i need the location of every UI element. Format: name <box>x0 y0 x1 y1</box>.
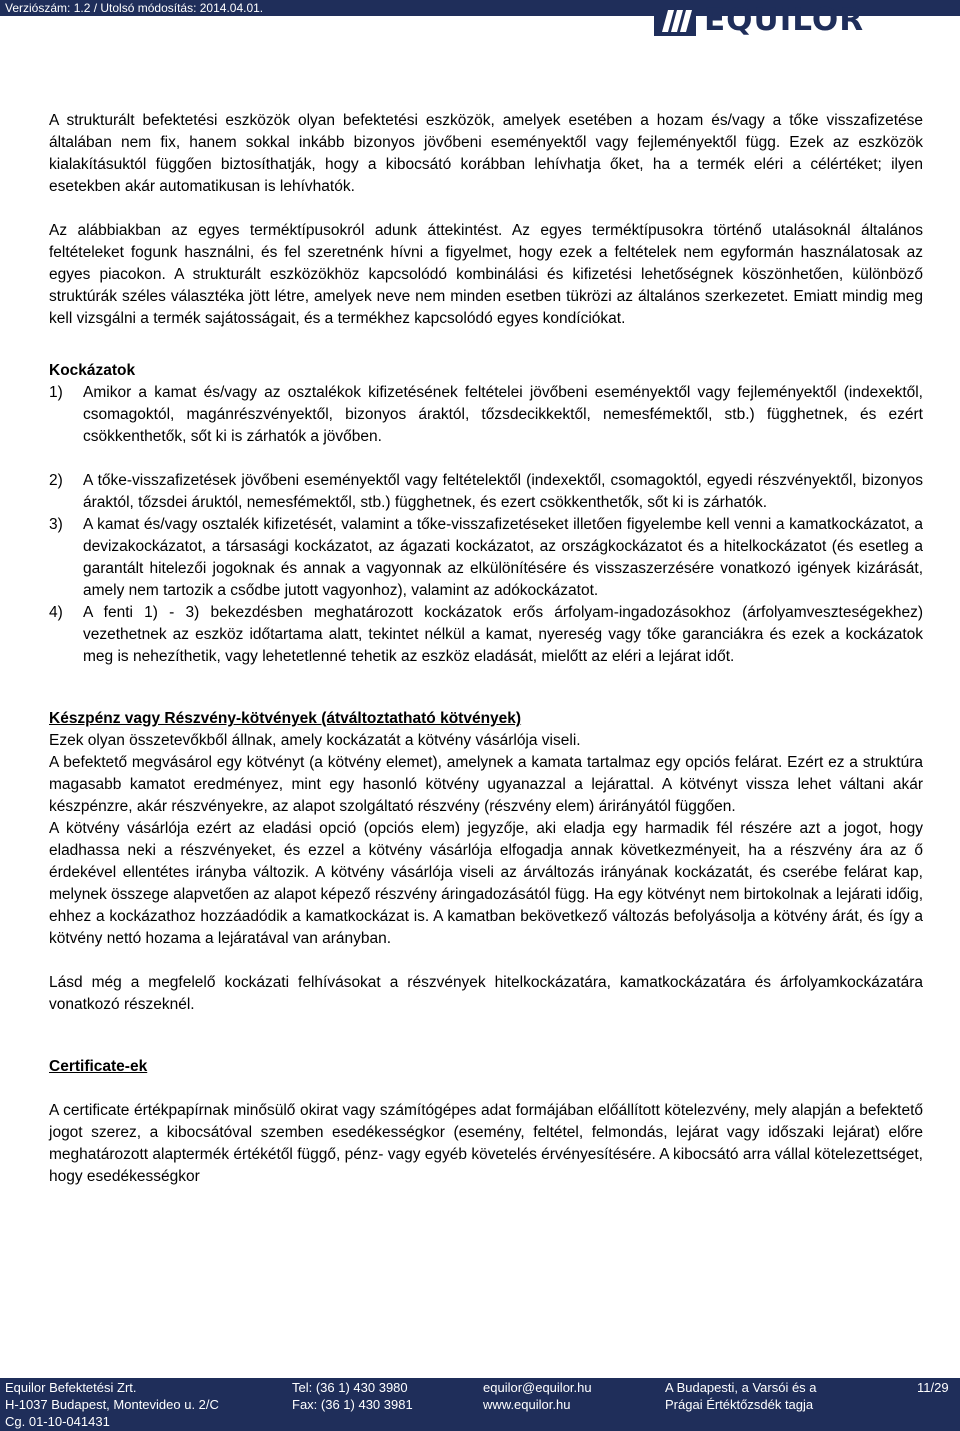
version-info: Verziószám: 1.2 / Utolsó módosítás: 2014.04.01. <box>5 1 264 15</box>
company-address: H-1037 Budapest, Montevideo u. 2/C <box>5 1397 219 1412</box>
risks-heading: Kockázatok <box>49 362 136 379</box>
fax-number: Fax: (36 1) 430 3981 <box>292 1397 413 1412</box>
logo-wordmark: EQUILOR <box>704 2 865 38</box>
risk-text: A tőke-visszafizetések jövőbeni eseményektől vagy feltételektől (indexektől, csomagoktól, egyedi részvényektől, bizonyos áraktól, tőzsdei áruktól, nemesfémektől, stb.) függhetnek, és ezert csökkenthetők, sőt ki is zárhatók. <box>83 472 923 511</box>
footer-contact-block <box>483 1379 592 1413</box>
equilor-bars-icon <box>654 4 696 36</box>
company-name: Equilor Befektetési Zrt. <box>5 1380 137 1395</box>
company-registration: Cg. 01-10-041431 <box>5 1414 110 1429</box>
phone-number: Tel: (36 1) 430 3980 <box>292 1380 408 1395</box>
risk-number: 2) <box>49 472 63 489</box>
convertible-paragraph-3: A kötvény vásárlója ezért az eladási opció (opciós elem) jegyzője, aki eladja egy harmadik fél részére azt a jogot, hogy eladhassa neki a részvényeket, és ezzel a kötvény vásárlója elfogadja annak következményeit, ha a részvény ára az ő érdekével ellentétes irányba változik. A kötvény vásárlója viseli az árváltozás irányának kockázatát, és cserébe felárat kap, melynek összege alapvetően az alapot képező részvény áringadozásától függ. Ha egy kötvényt nem birtokolnak a lejárati időig, ehhez a kockázathoz hozzáadódik a kamatkockázat is. A kamatban bekövetkező változás befolyásolja a kötvény árát, és így a kötvény nettó hozama a lejáratával van arányban. <box>49 820 923 947</box>
risk-item-1 <box>49 382 923 448</box>
document-body <box>49 110 923 1188</box>
footer <box>0 1378 960 1431</box>
footer-membership-block <box>665 1379 817 1413</box>
convertible-heading: Készpénz vagy Részvény-kötvények (átváltoztatható kötvények) <box>49 710 522 727</box>
membership-line-2: Prágai Értéktőzsdék tagja <box>665 1397 814 1412</box>
risk-item-2 <box>49 470 923 514</box>
page-number <box>917 1379 949 1396</box>
risk-item-4 <box>49 602 923 668</box>
intro-paragraph-2: Az alábbiakban az egyes terméktípusokról adunk áttekintést. Az egyes terméktípusokra történő utalásoknál általános feltételeket fogunk használni, és fel szeretnénk hívni a figyelmet, hogy ezek a feltételek nem egyformán használatosak az egyes piacokon. A strukturált eszközökhöz kapcsolódó kombinálási és kifizetési lehetőségnek köszönhetően, különböző struktúrák széles választéka jött létre, amelyek neve nem minden esetben tükrözi az általános szerkezetet. Emiatt mindig meg kell vizsgálni a termék sajátosságait, és a termékhez kapcsolódó egyes kondíciókat. <box>49 222 923 327</box>
certificate-paragraph-1: A certificate értékpapírnak minősülő okirat vagy számítógépes adat formájában előállított kötelezvény, mely alapján a befektető jogot szerez, a kibocsátóval szemben esedékességkor (esemény, feltétel, felmondás, lejárat vagy időszaki lejárat) előre meghatározott alaptermék értékétől függő, pénz- vagy egyéb követelés érvényesítésére. A kibocsátó arra vállal kötelezettséget, hogy esedékességkor <box>49 1102 923 1185</box>
page-number-text: 11/29 <box>917 1380 949 1395</box>
risk-item-3 <box>49 514 923 602</box>
footer-company-block <box>5 1379 219 1430</box>
convertible-paragraph-2: A befektető megvásárol egy kötvényt (a kötvény elemet), amelynek a kamata tartalmaz egy opciós felárat. Ezért ez a struktúra magasabb kamatot eredményez, mint egy hasonló kötvény ugyanazzal a lejárattal. A kötvényt vissza lehet váltani akár készpénzre, akár részvényekre, az alapot szolgáltató részvény (részvény elem) árirányától függően. <box>49 754 923 815</box>
membership-line-1: A Budapesti, a Varsói és a <box>665 1380 817 1395</box>
risk-text: A fenti 1) - 3) bekezdésben meghatározott kockázatok erős árfolyam-ingadozásokhoz (árfolyamveszteségekhez) vezethetnek az eszköz időtartama alatt, tekintet nélkül a kamat, nyereség vagy tőke garanciákra és ezek a kockázatok meg is nehezíthetik, vagy lehetetlenné tehetik az eszköz eladását, mielőtt az eléri a lejárat időt. <box>83 604 923 665</box>
footer-phone-block <box>292 1379 413 1413</box>
risk-number: 1) <box>49 384 63 401</box>
risk-text: Amikor a kamat és/vagy az osztalékok kifizetésének feltételei jövőbeni eseményektől vagy fejleményektől (indexektől, csomagoktól, magánrészvényektől, bizonyos áraktól, tőzsdecikkektől, nemesfémektől, stb.) függhetnek, és ezért csökkenthetők, sőt ki is zárhatók a jövőben. <box>83 384 923 445</box>
equilor-logo <box>654 2 918 38</box>
intro-paragraph-1: A strukturált befektetési eszközök olyan befektetési eszközök, amelyek esetében a hozam és/vagy a tőke visszafizetése általában nem fix, hanem sokkal inkább bizonyos jövőbeni eseményektől vagy fejleményektől függ. Ezek az eszközök kialakításuktól függően biztosíthatják, hogy a kibocsátó korábban lehívhatja őket, ha a termék eléri a célértéket; ilyen esetekben akár automatikusan is lehívhatók. <box>49 112 923 195</box>
convertible-paragraph-4: Lásd még a megfelelő kockázati felhívásokat a részvények hitelkockázatára, kamatkockázatára és árfolyamkockázatára vonatkozó részeknél. <box>49 974 923 1013</box>
certificate-heading: Certificate-ek <box>49 1058 148 1075</box>
risk-number: 4) <box>49 604 63 621</box>
convertible-paragraph-1: Ezek olyan összetevőkből állnak, amely kockázatát a kötvény vásárlója viseli. <box>49 732 581 749</box>
email-link[interactable]: equilor@equilor.hu <box>483 1380 592 1395</box>
website-link[interactable]: www.equilor.hu <box>483 1397 571 1412</box>
risk-text: A kamat és/vagy osztalék kifizetését, valamint a tőke-visszafizetéseket illetően figyelembe kell venni a kamatkockázatot, a devizakockázatot, a társasági kockázatot, az ágazati kockázatot, az országkockázatot és a hitelkockázatot (és esetleg a garantált hitelezői jogoknak és annak a vagyonnak az elkülönítésére és visszaszerzésére vonatkozó igények kizárását, amely nem tartozik a csődbe jutott vagyonhoz), valamint az adókockázatot. <box>83 516 923 599</box>
risk-number: 3) <box>49 516 63 533</box>
